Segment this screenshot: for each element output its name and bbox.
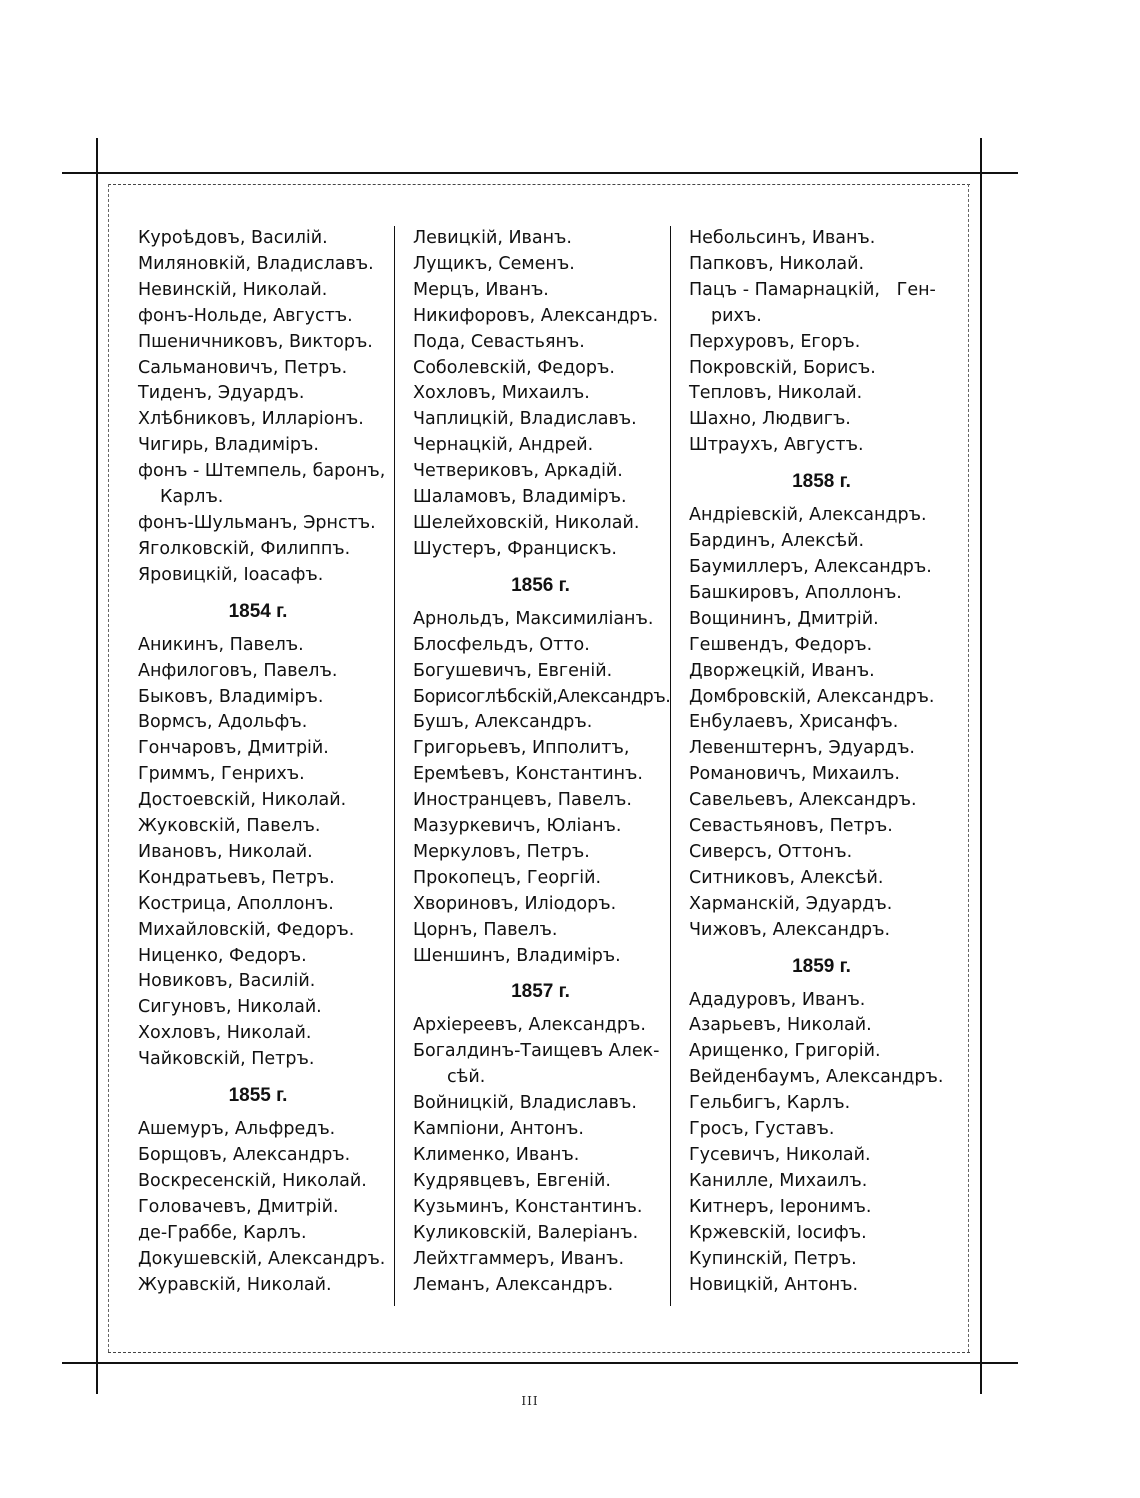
list-item: Севастьяновъ, Петръ.	[689, 816, 893, 837]
list-item: Дворжецкій, Иванъ.	[689, 660, 875, 681]
column-1	[138, 226, 386, 1298]
list-item: Левенштернъ, Эдуардъ.	[689, 738, 915, 759]
bottom-dashed-border	[108, 1352, 970, 1353]
list-item: Чаплицкій, Владиславъ.	[413, 409, 637, 430]
list-item: Войницкій, Владиславъ.	[413, 1093, 637, 1114]
list-item: Гешвендъ, Федоръ.	[689, 634, 873, 655]
list-item: Докушевскій, Александръ.	[138, 1248, 386, 1269]
list-item: Вощининъ, Дмитрій.	[689, 608, 879, 629]
list-item: Соболевскій, Федоръ.	[413, 357, 615, 378]
list-item: Кондратьевъ, Петръ.	[138, 867, 335, 888]
list-item: Ситниковъ, Алексѣй.	[689, 867, 884, 888]
name-list	[689, 226, 954, 459]
list-item: Богалдинъ-Таищевъ Алек-	[413, 1041, 660, 1062]
list-item: Гельбигъ, Карлъ.	[689, 1093, 851, 1114]
list-item: Хвориновъ, Иліодоръ.	[413, 893, 617, 914]
list-item: Архіереевъ, Александръ.	[413, 1015, 646, 1036]
list-item: Баумиллеръ, Александръ.	[689, 556, 932, 577]
list-item: Карлъ.	[160, 487, 224, 508]
year-heading: 1855 г.	[228, 1085, 288, 1107]
year-heading: 1858 г.	[792, 471, 851, 493]
list-item: Шустеръ, Францискъ.	[413, 538, 617, 559]
list-item: Бардинъ, Алексѣй.	[689, 531, 865, 552]
list-item: Азарьевъ, Николай.	[689, 1015, 872, 1036]
list-item: Головачевъ, Дмитрій.	[138, 1196, 339, 1217]
list-item: Левицкій, Иванъ.	[413, 228, 572, 248]
list-item: Перхуровъ, Егоръ.	[689, 331, 861, 352]
list-item: фонъ-Нольде, Августъ.	[138, 305, 353, 326]
list-item: Хохловъ, Михаилъ.	[413, 383, 590, 404]
list-item: Яголковскій, Филиппъ.	[138, 538, 351, 559]
top-rule	[62, 172, 1018, 174]
list-item: Шахно, Людвигъ.	[689, 409, 851, 430]
list-item: Чернацкій, Андрей.	[413, 435, 594, 456]
list-item: Ашемуръ, Альфредъ.	[138, 1119, 336, 1140]
year-heading: 1856 г.	[511, 574, 570, 596]
list-item: Мерцъ, Иванъ.	[413, 279, 549, 300]
list-item: Прокопецъ, Георгій.	[413, 867, 602, 888]
list-item: Кудрявцевъ, Евгеній.	[413, 1170, 611, 1191]
list-item: Четвериковъ, Аркадій.	[413, 461, 623, 482]
column-3	[689, 226, 954, 1298]
left-rule	[96, 138, 98, 1394]
list-item: фонъ - Штемпель, баронъ,	[138, 461, 386, 482]
list-item: Пацъ - Памарнацкій, Ген-	[689, 279, 936, 300]
list-item: Харманскій, Эдуардъ.	[689, 893, 893, 914]
list-item: Блосфельдъ, Отто.	[413, 634, 590, 655]
list-item: Григорьевъ, Ипполитъ,	[413, 738, 630, 759]
list-item: де-Граббе, Карлъ.	[138, 1222, 307, 1243]
list-item: Аникинъ, Павелъ.	[138, 634, 304, 655]
list-item: Шелейховскій, Николай.	[413, 512, 640, 533]
name-list	[138, 1117, 386, 1298]
list-item: Савельевъ, Александръ.	[689, 790, 917, 811]
list-item: рихъ.	[711, 305, 762, 326]
list-item: Борисоглѣбскій,Александръ.	[413, 686, 671, 707]
top-dashed-border	[108, 184, 970, 185]
list-item: Тепловъ, Николай.	[689, 383, 863, 404]
list-item: Куроѣдовъ, Василій.	[138, 228, 328, 248]
year-heading: 1859 г.	[792, 955, 851, 977]
list-item: Сигуновъ, Николай.	[138, 997, 322, 1018]
list-item: Тиденъ, Эдуардъ.	[138, 383, 305, 404]
list-item: Миляновкій, Владиславъ.	[138, 253, 374, 274]
name-list	[689, 988, 954, 1299]
list-item: Новиковъ, Василій.	[138, 971, 316, 992]
list-item: Покровскій, Борисъ.	[689, 357, 876, 378]
list-item: Кржевскій, Іосифъ.	[689, 1222, 867, 1243]
list-item: Кампіони, Антонъ.	[413, 1119, 584, 1140]
list-item: Ивановъ, Николай.	[138, 841, 313, 862]
list-item: Арищенко, Григорій.	[689, 1041, 881, 1062]
list-item: Башкировъ, Аполлонъ.	[689, 582, 902, 603]
name-list	[413, 226, 668, 563]
list-item: Михайловскій, Федоръ.	[138, 919, 355, 940]
list-item: Яровицкій, Іоасафъ.	[138, 564, 324, 585]
list-item: Домбровскій, Александръ.	[689, 686, 935, 707]
list-item: Ниценко, Федоръ.	[138, 945, 307, 966]
list-item: Чайковскій, Петръ.	[138, 1049, 315, 1070]
list-item: Гусевичъ, Николай.	[689, 1145, 871, 1165]
list-item: Жуковскій, Павелъ.	[138, 816, 321, 837]
list-item: Никифоровъ, Александръ.	[413, 305, 659, 326]
list-item: Чигирь, Владиміръ.	[138, 435, 319, 456]
column-divider	[394, 226, 395, 1306]
list-item: Кострица, Аполлонъ.	[138, 893, 334, 914]
list-item: Вормсъ, Адольфъ.	[138, 712, 308, 733]
list-item: Пода, Севастьянъ.	[413, 331, 585, 352]
list-item: Достоевскій, Николай.	[138, 790, 347, 811]
list-item: Папковъ, Николай.	[689, 253, 865, 274]
list-item: фонъ-Шульманъ, Эрнстъ.	[138, 512, 376, 533]
list-item: Воскресенскій, Николай.	[138, 1170, 367, 1191]
list-item: Куликовскій, Валеріанъ.	[413, 1222, 639, 1243]
right-dashed-border	[968, 184, 969, 1352]
list-item: Вейденбаумъ, Александръ.	[689, 1067, 944, 1088]
list-item: Ададуровъ, Иванъ.	[689, 989, 866, 1010]
list-item: Лейхтгаммеръ, Иванъ.	[413, 1248, 625, 1269]
list-item: Шаламовъ, Владиміръ.	[413, 487, 627, 508]
list-item: Романовичъ, Михаилъ.	[689, 764, 900, 785]
list-item: Сиверсъ, Оттонъ.	[689, 841, 853, 862]
list-item: Андріевскій, Александръ.	[689, 505, 927, 526]
list-item: Невинскій, Николай.	[138, 279, 328, 300]
list-item: Хлѣбниковъ, Илларіонъ.	[138, 409, 364, 430]
list-item: Кузьминъ, Константинъ.	[413, 1196, 643, 1217]
list-item: Гриммъ, Генрихъ.	[138, 764, 305, 785]
list-item: Лущикъ, Семенъ.	[413, 253, 575, 274]
list-item: Журавскій, Николай.	[138, 1274, 332, 1295]
year-heading: 1854 г.	[228, 600, 288, 622]
column-2	[413, 226, 671, 1298]
list-item: Канилле, Михаилъ.	[689, 1170, 868, 1191]
year-heading: 1857 г.	[511, 981, 570, 1003]
name-list	[413, 1013, 668, 1298]
name-list	[138, 633, 378, 1073]
list-item: Сальмановичъ, Петръ.	[138, 357, 348, 378]
list-item: Небольсинъ, Иванъ.	[689, 228, 876, 248]
list-item: Меркуловъ, Петръ.	[413, 841, 590, 862]
list-item: Енбулаевъ, Хрисанфъ.	[689, 712, 899, 733]
list-item: Иностранцевъ, Павелъ.	[413, 790, 632, 811]
list-item: Клименко, Иванъ.	[413, 1145, 580, 1165]
list-item: Хохловъ, Николай.	[138, 1023, 312, 1044]
bottom-rule	[62, 1362, 1018, 1364]
list-item: Цорнъ, Павелъ.	[413, 919, 558, 940]
name-list	[138, 226, 386, 589]
name-list	[413, 607, 671, 970]
list-item: Леманъ, Александръ.	[413, 1274, 614, 1295]
list-item: Еремѣевъ, Константинъ.	[413, 764, 643, 785]
list-item: Гросъ, Густавъ.	[689, 1119, 835, 1140]
right-rule	[980, 138, 982, 1394]
list-item: Шеншинъ, Владиміръ.	[413, 945, 621, 966]
list-item: Купинскій, Петръ.	[689, 1248, 857, 1269]
list-item: Пшеничниковъ, Викторъ.	[138, 331, 373, 352]
list-item: Новицкій, Антонъ.	[689, 1274, 859, 1295]
list-item: Богушевичъ, Евгеній.	[413, 660, 613, 681]
column-divider	[670, 226, 671, 1306]
list-item: Чижовъ, Александръ.	[689, 919, 891, 940]
list-item: Анфилоговъ, Павелъ.	[138, 660, 338, 681]
list-item: Китнеръ, Іеронимъ.	[689, 1196, 872, 1217]
left-dashed-border	[108, 184, 109, 1352]
list-item: Арнольдъ, Максимиліанъ.	[413, 608, 654, 629]
list-item: сѣй.	[447, 1067, 486, 1088]
list-item: Борщовъ, Александръ.	[138, 1145, 351, 1165]
list-item: Гончаровъ, Дмитрій.	[138, 738, 329, 759]
list-item: Бушъ, Александръ.	[413, 712, 593, 733]
list-item: Штраухъ, Августъ.	[689, 435, 864, 456]
list-item: Мазуркевичъ, Юліанъ.	[413, 816, 622, 837]
name-list	[689, 503, 954, 943]
page-number: III	[521, 1394, 539, 1408]
list-item: Быковъ, Владиміръ.	[138, 686, 324, 707]
